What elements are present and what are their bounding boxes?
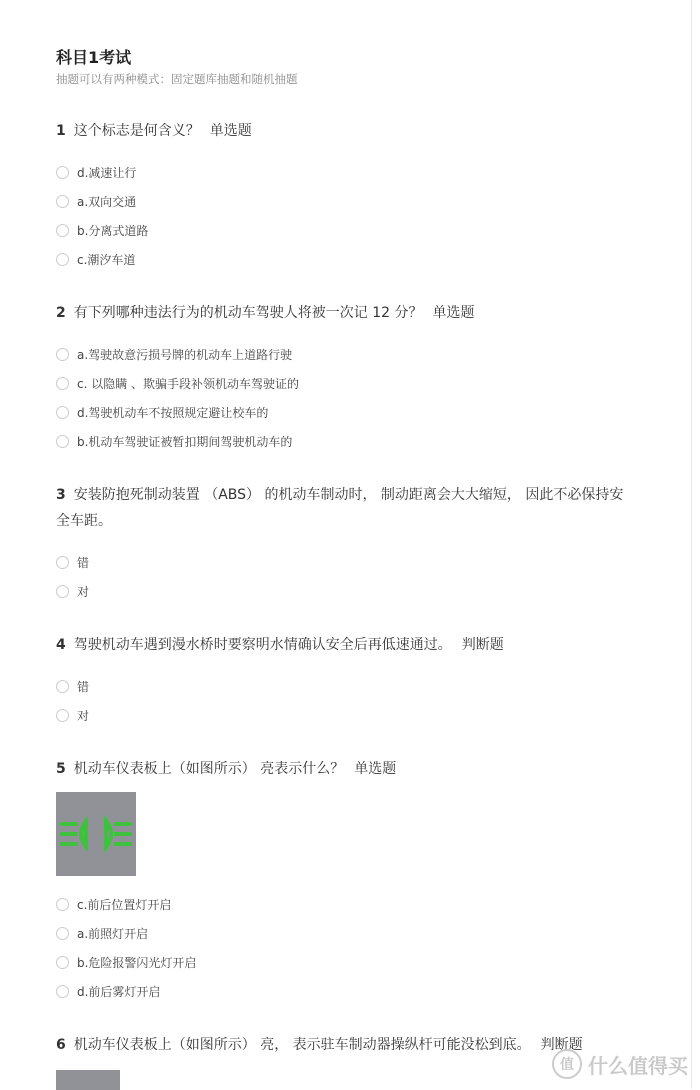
question-text — [56, 300, 631, 326]
radio-button[interactable] — [56, 377, 69, 390]
option[interactable] — [56, 245, 636, 274]
option-label: d.前后雾灯开启 — [77, 985, 161, 999]
option[interactable] — [56, 427, 636, 456]
radio-button[interactable] — [56, 585, 69, 598]
radio-button[interactable] — [56, 956, 69, 969]
radio-button[interactable] — [56, 927, 69, 940]
option[interactable] — [56, 948, 636, 977]
option[interactable] — [56, 977, 636, 1006]
radio-button[interactable] — [56, 253, 69, 266]
question-6 — [56, 1032, 636, 1090]
question-5 — [56, 756, 636, 1006]
question-type: 单选题 — [209, 123, 252, 139]
option[interactable] — [56, 548, 636, 577]
question-number: 2 — [56, 305, 66, 321]
question-type: 单选题 — [354, 761, 397, 777]
watermark-text: 什么值得买 — [588, 1053, 688, 1078]
option-label: c. 以隐瞒 、欺骗手段补领机动车驾驶证的 — [77, 377, 300, 391]
option[interactable] — [56, 187, 636, 216]
question-text — [56, 756, 631, 782]
question-number: 6 — [56, 1037, 66, 1053]
question-number: 5 — [56, 761, 66, 777]
radio-button[interactable] — [56, 195, 69, 208]
question-body: 驾驶机动车遇到漫水桥时要察明水情确认安全后再低速通过。 — [73, 637, 452, 653]
option[interactable] — [56, 701, 636, 730]
question-text — [56, 482, 631, 534]
watermark-logo: 值 — [552, 1049, 582, 1079]
option[interactable] — [56, 890, 636, 919]
option-label: c.前后位置灯开启 — [77, 898, 172, 912]
question-type: 判断题 — [461, 637, 504, 653]
question-number: 4 — [56, 637, 66, 653]
question-text — [56, 118, 631, 144]
question-body: 安装防抱死制动装置 （ABS） 的机动车制动时， 制动距离会大大缩短， 因此不必保持安 全车距。 — [56, 487, 624, 529]
watermark — [552, 1049, 688, 1079]
radio-button[interactable] — [56, 680, 69, 693]
option-label: 错 — [77, 556, 90, 570]
question-type: 判断题 — [540, 1037, 583, 1053]
parking-brake-icon — [56, 1070, 120, 1090]
page-subtitle: 抽题可以有两种模式：固定题库抽题和随机抽题 — [56, 72, 298, 86]
question-number: 1 — [56, 123, 66, 139]
option[interactable] — [56, 340, 636, 369]
question-body: 机动车仪表板上（如图所示） 亮， 表示驻车制动器操纵杆可能没松到底。 — [73, 1037, 531, 1053]
scrollbar[interactable] — [691, 0, 692, 1089]
option-label: d.驾驶机动车不按照规定避让校车的 — [77, 406, 269, 420]
question-body: 机动车仪表板上（如图所示） 亮表示什么？ — [73, 761, 345, 777]
option[interactable] — [56, 216, 636, 245]
option-label: d.减速让行 — [77, 166, 137, 180]
radio-button[interactable] — [56, 348, 69, 361]
radio-button[interactable] — [56, 898, 69, 911]
option-label: 对 — [77, 709, 90, 723]
question-body: 这个标志是何含义？ — [73, 123, 200, 139]
option[interactable] — [56, 369, 636, 398]
question-1 — [56, 118, 636, 274]
option-label: a.驾驶故意污损号牌的机动车上道路行驶 — [77, 348, 293, 362]
question-text — [56, 632, 631, 658]
radio-button[interactable] — [56, 224, 69, 237]
question-number: 3 — [56, 487, 66, 503]
fog-light-icon — [56, 792, 136, 876]
option-label: c.潮汐车道 — [77, 253, 136, 267]
question-type: 单选题 — [432, 305, 475, 321]
option[interactable] — [56, 672, 636, 701]
exam-page — [56, 46, 636, 1090]
option[interactable] — [56, 919, 636, 948]
option-label: a.双向交通 — [77, 195, 137, 209]
option-label: 对 — [77, 585, 90, 599]
radio-button[interactable] — [56, 556, 69, 569]
question-4 — [56, 632, 636, 730]
question-3 — [56, 482, 636, 606]
radio-button[interactable] — [56, 166, 69, 179]
option-label: b.机动车驾驶证被暂扣期间驾驶机动车的 — [77, 435, 293, 449]
question-text — [56, 1032, 631, 1058]
radio-button[interactable] — [56, 406, 69, 419]
option-label: b.分离式道路 — [77, 224, 149, 238]
option-label: b.危险报警闪光灯开启 — [77, 956, 197, 970]
radio-button[interactable] — [56, 709, 69, 722]
option[interactable] — [56, 577, 636, 606]
question-2 — [56, 300, 636, 456]
option-label: 错 — [77, 680, 90, 694]
radio-button[interactable] — [56, 435, 69, 448]
question-body: 有下列哪种违法行为的机动车驾驶人将被一次记 12 分？ — [73, 305, 423, 321]
option[interactable] — [56, 398, 636, 427]
option-label: a.前照灯开启 — [77, 927, 149, 941]
page-title: 科目1考试 — [56, 48, 132, 67]
option[interactable] — [56, 158, 636, 187]
radio-button[interactable] — [56, 985, 69, 998]
